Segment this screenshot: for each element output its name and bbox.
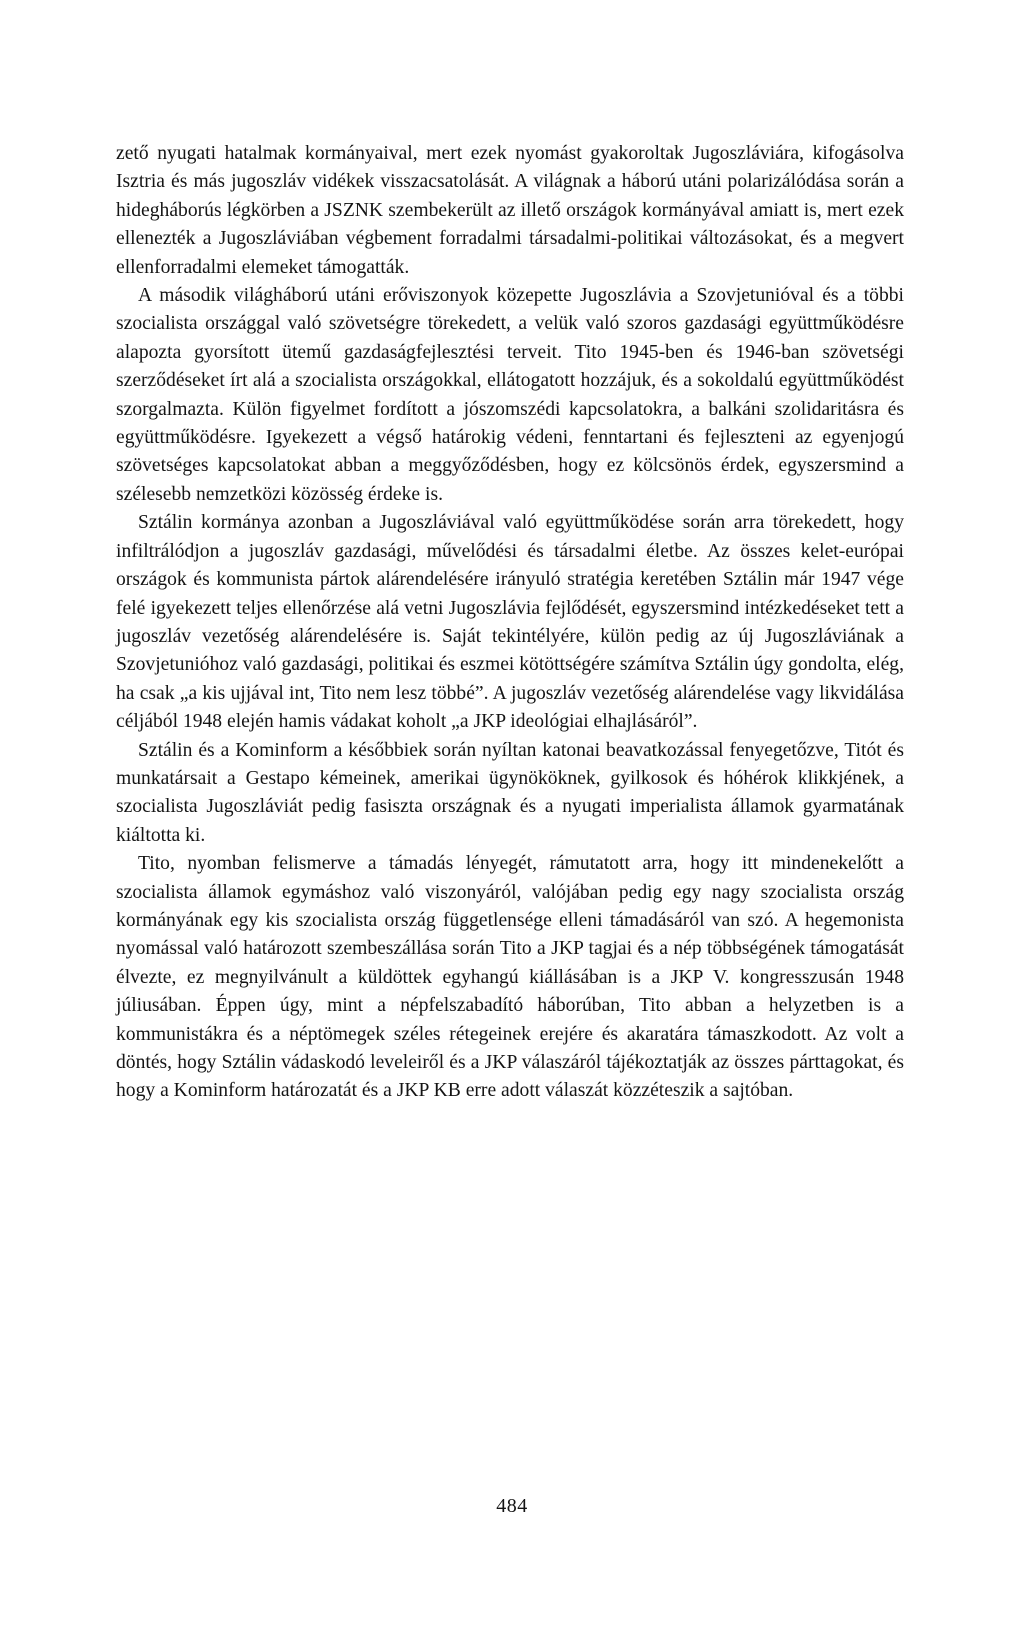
paragraph-5: Tito, nyomban felismerve a támadás lényegét, rámutatott arra, hogy itt mindenekelőtt a szocialista államok egymáshoz való viszonyáról, valójában pedig egy nagy szocialista ország kormányának egy kis szocialista ország függetlensége elleni támadásáról van szó. A hegemonista nyomással való határozott szembeszállása során Tito a JKP tagjai és a nép többségének támogatását élvezte, ez megnyilvánult a küldöttek egyhangú kiállásában is a JKP V. kongresszusán 1948 júliusában. Éppen úgy, mint a népfelszabadító háborúban, Tito abban a helyzetben is a kommunistákra és a néptömegek széles rétegeinek erejére és akaratára támaszkodott. Az volt a döntés, hogy Sztálin vádaskodó leveleiről és a JKP válaszáról tájékoztatják az összes párttagokat, és hogy a Kominform határozatát és a JKP KB erre adott válaszát közzéteszik a sajtóban. bbox=[116, 853, 904, 1102]
paragraph-3: Sztálin kormánya azonban a Jugoszláviával való együttműködése során arra törekedett, hogy infiltrálódjon a jugoszláv gazdasági, művelődési és társadalmi életbe. Az összes kelet-európai országok és kommunista pártok alárendelésére irányuló stratégia keretében Sztálin már 1947 vége felé igyekezett teljes ellenőrzése alá vetni Jugoszlávia fejlődését, egyszersmind intézkedéseket tett a jugoszláv vezetőség alárendelésére is. Saját tekintélyére, külön pedig az új Jugoszláviának a Szovjetunióhoz való gazdasági, politikai és eszmei kötöttségére számítva Sztálin úgy gondolta, elég, ha csak „a kis ujjával int, Tito nem lesz többé”. A jugoszláv vezetőség alárendelése vagy likvidálása céljából 1948 elején hamis vádakat koholt „a JKP ideológiai elhajlásáról”. bbox=[116, 512, 904, 733]
page-number: 484 bbox=[496, 1495, 528, 1517]
paragraph-4: Sztálin és a Kominform a későbbiek során nyíltan katonai beavatkozással fenyegetőzve, Titót és munkatársait a Gestapo kémeinek, amerikai ügynököknek, gyilkosok és hóhérok klikkjének, a szocialista Jugoszláviát pedig fasiszta országnak és a nyugati imperialista államok gyarmatának kiáltotta ki. bbox=[116, 739, 904, 846]
text-body bbox=[116, 140, 904, 1106]
paragraph-1: zető nyugati hatalmak kormányaival, mert ezek nyomást gyakoroltak Jugoszláviára, kifogásolva Isztria és más jugoszláv vidékek visszacsatolását. A világnak a háború utáni polarizálódása során a hidegháborús légkörben a JSZNK szembekerült az illető országok kormányával amiatt is, mert ezek ellenezték a Jugoszláviában végbement forradalmi társadalmi-politikai változásokat, és a megvert ellenforradalmi elemeket támogatták. bbox=[116, 143, 904, 278]
paragraph-2: A második világháború utáni erőviszonyok közepette Jugoszlávia a Szovjetunióval és a többi szocialista országgal való szövetségre törekedett, a velük való szoros gazdasági együttműködésre alapozta gyorsított ütemű gazdaságfejlesztési terveit. Tito 1945-ben és 1946-ban szövetségi szerződéseket írt alá a szocialista országokkal, ellátogatott hozzájuk, és a sokoldalú együttműködést szorgalmazta. Külön figyelmet fordított a jószomszédi kapcsolatokra, a balkáni szolidaritásra és együttműködésre. Igyekezett a végső határokig védeni, fenntartani és fejleszteni az egyenjogú szövetséges kapcsolatokat abban a meggyőződésben, hogy ez kölcsönös érdek, egyszersmind a szélesebb nemzetközi közösség érdeke is. bbox=[116, 285, 904, 505]
